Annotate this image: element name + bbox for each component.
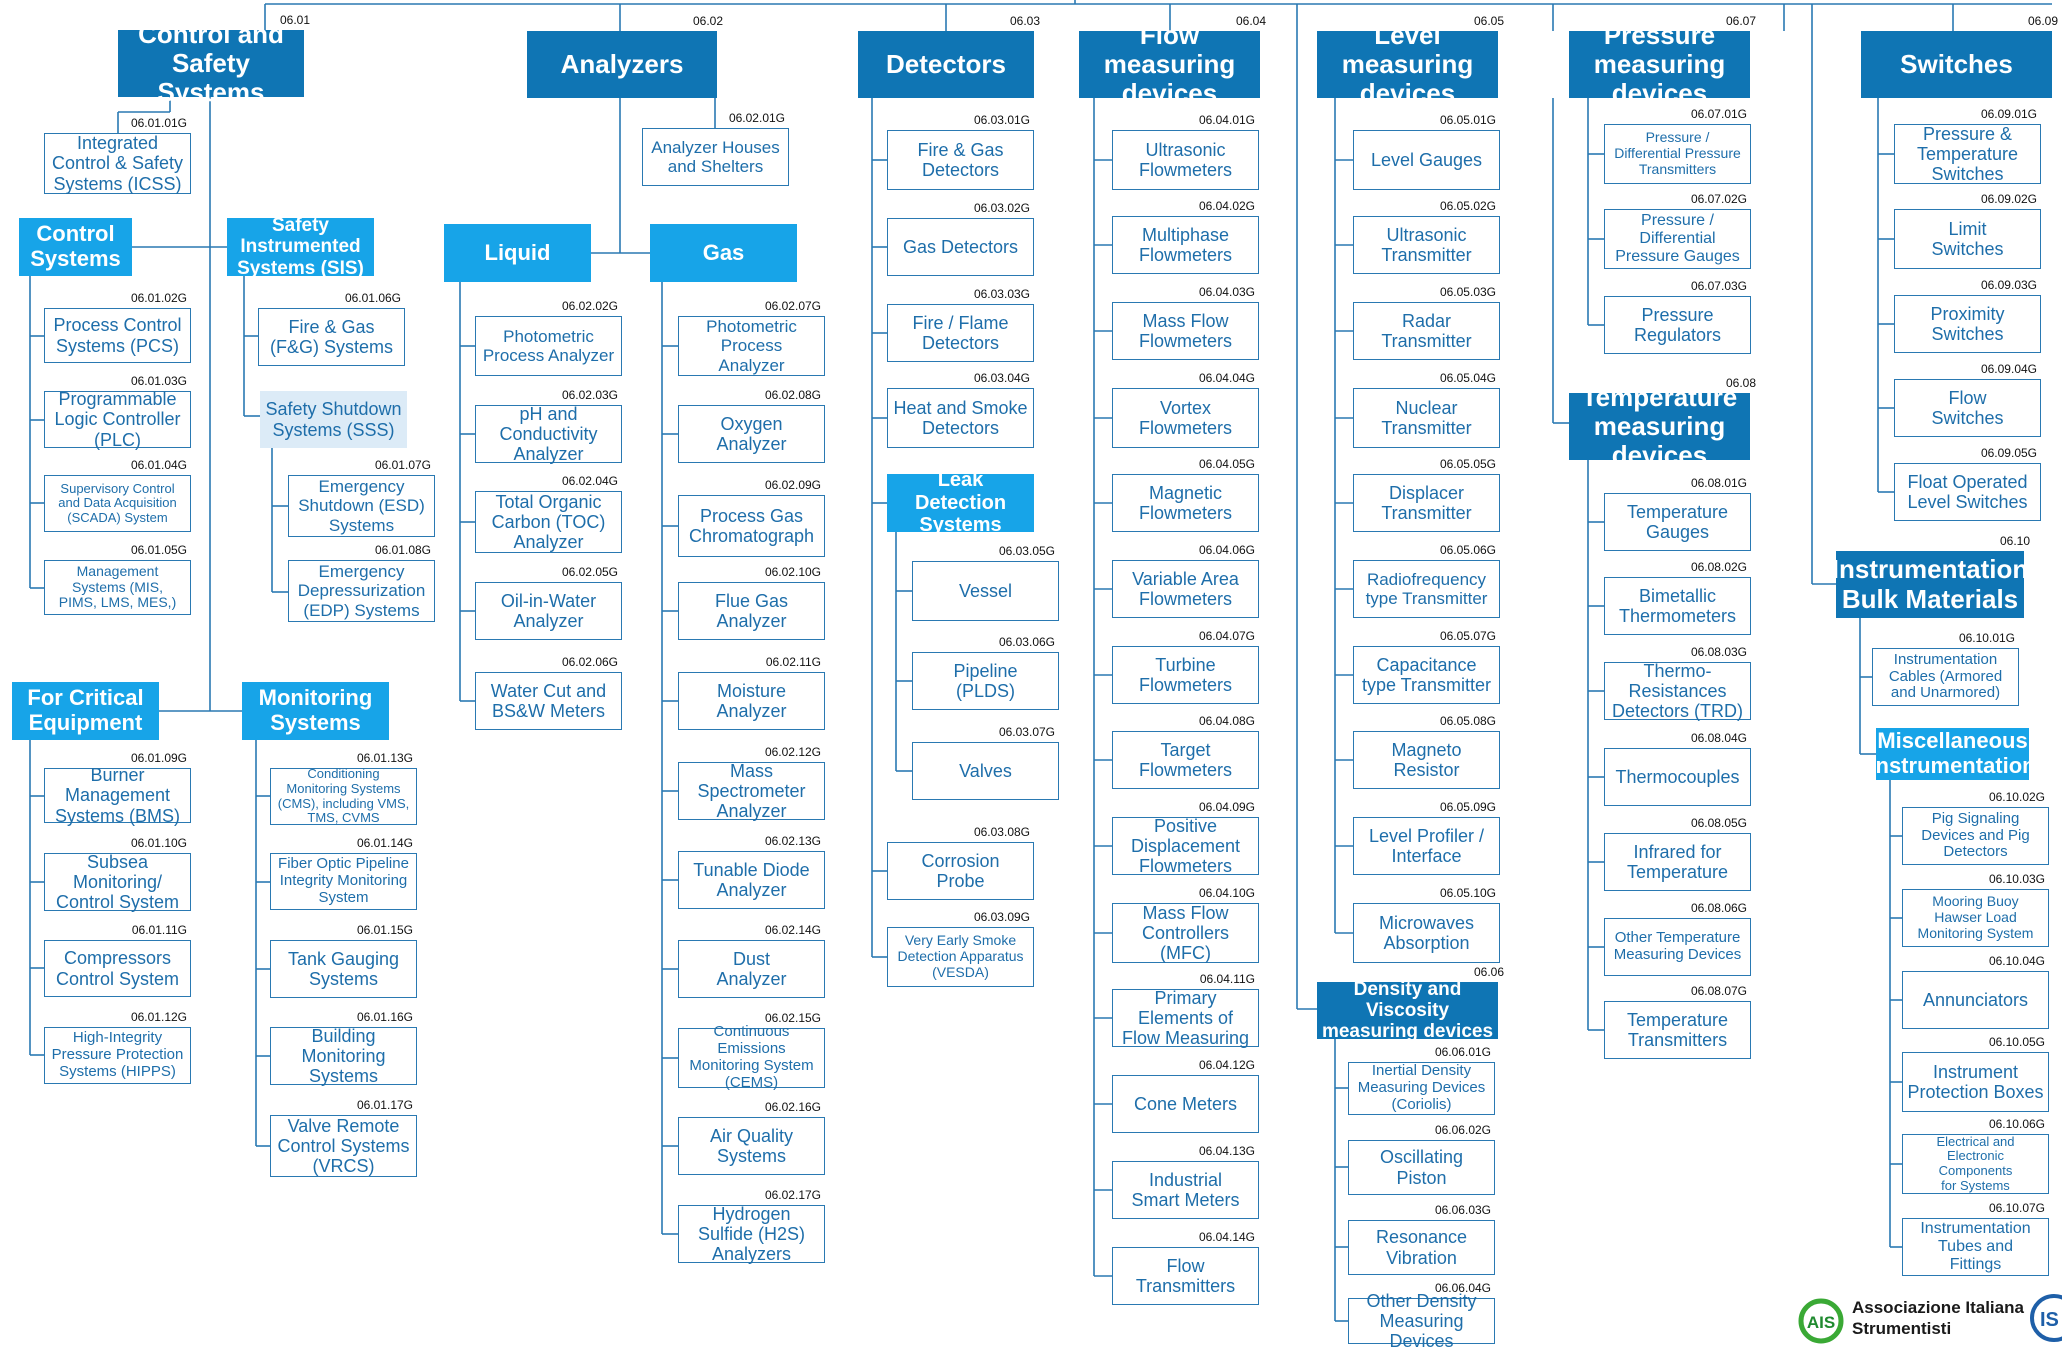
node-code: 06.04.14G [1198,1230,1255,1244]
node-n060603: Resonance Vibration [1348,1220,1495,1275]
node-n0603: Detectors [858,31,1034,98]
node-code: 06.02.02G [561,299,618,313]
node-code: 06.10.05G [1988,1035,2045,1049]
node-code: 06.10.04G [1988,954,2045,968]
node-n060107: Emergency Shutdown (ESD) Systems [288,475,435,537]
node-code: 06.04.12G [1198,1058,1255,1072]
node-code: 06.08 [1725,376,1756,390]
node-code: 06.04.09G [1198,800,1255,814]
node-n060701: Pressure / Differential Pressure Transmitters [1604,124,1751,184]
node-nliq: Liquid [444,224,591,282]
node-n060203: pH and Conductivity Analyzer [475,405,622,463]
node-n060411: Primary Elements of Flow Measuring [1112,989,1259,1047]
node-code: 06.06.01G [1434,1045,1491,1059]
node-n060114: Fiber Optic Pipeline Integrity Monitoring System [270,853,417,910]
node-code: 06.01.10G [130,836,187,850]
node-code: 06.03.01G [973,113,1030,127]
node-code: 06.01.03G [130,374,187,388]
node-n061002: Pig Signaling Devices and Pig Detectors [1902,807,2049,865]
node-n060109: Burner Management Systems (BMS) [44,768,191,823]
node-code: 06.05.10G [1439,886,1496,900]
node-n060903: Proximity Switches [1894,295,2041,353]
node-nfce: For Critical Equipment [12,682,159,740]
node-n060506: Radiofrequency type Transmitter [1353,560,1500,618]
node-n060404: Vortex Flowmeters [1112,388,1259,448]
node-n060303: Fire / Flame Detectors [887,304,1034,362]
node-n060305: Vessel [912,561,1059,621]
node-code: 06.01.17G [356,1098,413,1112]
node-n060214: Dust Analyzer [678,940,825,998]
node-n0608: Temperature measuring devices [1569,393,1750,460]
node-code: 06.02.17G [764,1188,821,1202]
node-code: 06.01.11G [131,923,187,937]
node-n060405: Magnetic Flowmeters [1112,474,1259,532]
node-code: 06.03.03G [973,287,1030,301]
node-n060501: Level Gauges [1353,130,1500,190]
node-n060414: Flow Transmitters [1112,1247,1259,1305]
node-code: 06.03.07G [998,725,1055,739]
node-n060412: Cone Meters [1112,1075,1259,1133]
node-n060509: Level Profiler / Interface [1353,817,1500,875]
node-code: 06.02.01G [728,111,785,125]
node-code: 06.05.06G [1439,543,1496,557]
node-n060103: Programmable Logic Controller (PLC) [44,391,191,448]
node-n060406: Variable Area Flowmeters [1112,560,1259,618]
node-n060901: Pressure & Temperature Switches [1894,124,2041,184]
node-n060807: Temperature Transmitters [1604,1001,1751,1059]
node-code: 06.01.08G [374,543,431,557]
node-n060206: Water Cut and BS&W Meters [475,672,622,730]
node-code: 06.02.08G [764,388,821,402]
node-n060510: Microwaves Absorption [1353,903,1500,963]
node-code: 06.03.06G [998,635,1055,649]
node-n060408: Target Flowmeters [1112,731,1259,789]
node-code: 06.10.06G [1988,1117,2045,1131]
node-n060805: Infrared for Temperature [1604,833,1751,891]
node-code: 06.09.01G [1980,107,2037,121]
node-n060508: Magneto Resistor [1353,731,1500,789]
node-n060208: Oxygen Analyzer [678,405,825,463]
node-code: 06.03.02G [973,201,1030,215]
node-n060210: Flue Gas Analyzer [678,582,825,640]
node-n060403: Mass Flow Flowmeters [1112,302,1259,360]
node-code: 06.05 [1473,14,1504,28]
node-code: 06.02.05G [561,565,618,579]
node-code: 06.09 [2027,14,2058,28]
node-code: 06.04.05G [1198,457,1255,471]
ais-logo-text: Associazione Italiana Strumentisti [1852,1298,2024,1338]
node-nsss: Safety Shutdown Systems (SSS) [260,391,407,448]
node-n060802: Bimetallic Thermometers [1604,577,1751,635]
isa-logo-text: IS [2040,1309,2059,1331]
node-n0601: Control and Safety Systems [118,30,304,97]
node-n0607: Pressure measuring devices [1569,31,1750,98]
node-code: 06.10.01G [1958,631,2015,645]
node-n0604: Flow measuring devices [1079,31,1260,98]
isa-logo [2026,1294,2062,1342]
node-n060104: Supervisory Control and Data Acquisition (SCADA) System [44,475,191,532]
node-code: 06.04.01G [1198,113,1255,127]
node-code: 06.04.08G [1198,714,1255,728]
node-n060703: Pressure Regulators [1604,296,1751,354]
node-n060803: Thermo- Resistances Detectors (TRD) [1604,662,1751,720]
node-code: 06.08.01G [1690,476,1747,490]
node-code: 06.01.16G [356,1010,413,1024]
node-code: 06.05.05G [1439,457,1496,471]
node-code: 06.08.06G [1690,901,1747,915]
node-code: 06.04.03G [1198,285,1255,299]
node-code: 06.01.13G [356,751,413,765]
node-code: 06.08.05G [1690,816,1747,830]
node-n060302: Gas Detectors [887,218,1034,276]
node-n060110: Subsea Monitoring/ Control System [44,853,191,911]
node-n060602: Oscillating Piston [1348,1140,1495,1195]
node-n060306: Pipeline (PLDS) [912,652,1059,710]
node-code: 06.06 [1473,965,1504,979]
node-n060702: Pressure / Differential Pressure Gauges [1604,209,1751,269]
node-n061006: Electrical and Electronic Components for Systems [1902,1134,2049,1194]
node-code: 06.04.13G [1198,1144,1255,1158]
node-n060106: Fire & Gas (F&G) Systems [258,308,405,366]
node-n060504: Nuclear Transmitter [1353,388,1500,448]
node-n060117: Valve Remote Control Systems (VRCS) [270,1115,417,1177]
node-n060806: Other Temperature Measuring Devices [1604,918,1751,976]
node-code: 06.07.03G [1690,279,1747,293]
node-n061001: Instrumentation Cables (Armored and Unarmored) [1872,648,2019,706]
node-n060904: Flow Switches [1894,379,2041,437]
node-n060101: Integrated Control & Safety Systems (ICSS) [44,133,191,194]
node-code: 06.09.03G [1980,278,2037,292]
node-n060205: Oil-in-Water Analyzer [475,582,622,640]
node-n060105: Management Systems (MIS, PIMS, LMS, MES,) [44,560,191,615]
node-n060207: Photometric Process Analyzer [678,316,825,376]
node-code: 06.02.06G [561,655,618,669]
node-code: 06.02 [692,14,723,28]
node-code: 06.09.05G [1980,446,2037,460]
node-n060402: Multiphase Flowmeters [1112,216,1259,274]
node-code: 06.02.04G [561,474,618,488]
node-code: 06.08.02G [1690,560,1747,574]
node-n060308: Corrosion Probe [887,842,1034,900]
node-code: 06.05.09G [1439,800,1496,814]
node-n060217: Hydrogen Sulfide (H2S) Analyzers [678,1205,825,1263]
node-code: 06.03.09G [973,910,1030,924]
node-n061004: Annunciators [1902,971,2049,1029]
node-n060902: Limit Switches [1894,209,2041,269]
node-n060216: Air Quality Systems [678,1117,825,1175]
node-n061003: Mooring Buoy Hawser Load Monitoring System [1902,889,2049,947]
node-code: 06.01.04G [130,458,187,472]
node-n060507: Capacitance type Transmitter [1353,646,1500,704]
node-n0605: Level measuring devices [1317,31,1498,98]
node-ncs: Control Systems [19,218,132,276]
node-code: 06.01.14G [356,836,413,850]
node-n060413: Industrial Smart Meters [1112,1161,1259,1219]
node-code: 06.02.07G [764,299,821,313]
node-code: 06.01.02G [130,291,187,305]
node-code: 06.04 [1235,14,1266,28]
node-code: 06.02.03G [561,388,618,402]
node-code: 06.03 [1009,14,1040,28]
node-n060211: Moisture Analyzer [678,672,825,730]
node-n060209: Process Gas Chromatograph [678,495,825,557]
node-n060102: Process Control Systems (PCS) [44,308,191,363]
node-code: 06.02.10G [764,565,821,579]
node-code: 06.06.02G [1434,1123,1491,1137]
node-n060108: Emergency Depressurization (EDP) Systems [288,560,435,622]
node-n060505: Displacer Transmitter [1353,474,1500,532]
node-code: 06.08.03G [1690,645,1747,659]
node-n0609: Switches [1861,31,2052,98]
node-code: 06.10.07G [1988,1201,2045,1215]
node-n060309: Very Early Smoke Detection Apparatus (VESDA) [887,927,1034,987]
node-code: 06.02.12G [764,745,821,759]
node-nmisc: Miscellaneous Instrumentation [1869,728,2036,778]
node-code: 06.05.08G [1439,714,1496,728]
node-n060204: Total Organic Carbon (TOC) Analyzer [475,491,622,553]
node-n060202: Photometric Process Analyzer [475,316,622,376]
node-code: 06.09.04G [1980,362,2037,376]
node-n060905: Float Operated Level Switches [1894,463,2041,521]
node-code: 06.01.09G [130,751,187,765]
node-code: 06.01 [279,13,310,27]
node-n060604: Other Density Measuring Devices [1348,1298,1495,1344]
node-n0610: Instrumentation Bulk Materials [1836,551,2024,618]
node-n0606: Density and Viscosity measuring devices [1317,982,1498,1039]
node-code: 06.10.03G [1988,872,2045,886]
node-n061007: Instrumentation Tubes and Fittings [1902,1218,2049,1276]
node-code: 06.02.09G [764,478,821,492]
node-code: 06.01.01G [130,116,187,130]
node-code: 06.01.06G [344,291,401,305]
node-n060410: Mass Flow Controllers (MFC) [1112,903,1259,963]
node-n060503: Radar Transmitter [1353,302,1500,360]
node-code: 06.10 [1999,534,2030,548]
node-code: 06.08.04G [1690,731,1747,745]
node-code: 06.02.16G [764,1100,821,1114]
node-n061005: Instrument Protection Boxes [1902,1052,2049,1112]
node-code: 06.05.03G [1439,285,1496,299]
node-ngas: Gas [650,224,797,282]
node-code: 06.06.03G [1434,1203,1491,1217]
node-n060113: Conditioning Monitoring Systems (CMS), including VMS, TMS, CVMS [270,768,417,825]
node-n060804: Thermocouples [1604,748,1751,806]
node-code: 06.03.05G [998,544,1055,558]
node-code: 06.08.07G [1690,984,1747,998]
node-n060407: Turbine Flowmeters [1112,646,1259,704]
node-n060115: Tank Gauging Systems [270,940,417,998]
node-code: 06.04.11G [1199,972,1255,986]
node-code: 06.09.02G [1980,192,2037,206]
node-n060601: Inertial Density Measuring Devices (Coriolis) [1348,1062,1495,1115]
node-code: 06.03.08G [973,825,1030,839]
node-code: 06.07.01G [1690,107,1747,121]
node-code: 06.01.12G [130,1010,187,1024]
node-code: 06.07 [1725,14,1756,28]
node-n060401: Ultrasonic Flowmeters [1112,130,1259,190]
node-n060201: Analyzer Houses and Shelters [642,128,789,186]
ais-logo-mark [1796,1298,1846,1344]
node-code: 06.02.15G [764,1011,821,1025]
ais-logo [1790,1290,2062,1344]
node-code: 06.05.01G [1439,113,1496,127]
node-code: 06.04.10G [1198,886,1255,900]
node-n060112: High-Integrity Pressure Protection Systems (HIPPS) [44,1027,191,1084]
node-code: 06.05.07G [1439,629,1496,643]
node-n060215: Continuous Emissions Monitoring System (CEMS) [678,1028,825,1088]
node-code: 06.05.02G [1439,199,1496,213]
node-code: 06.02.13G [764,834,821,848]
node-code: 06.05.04G [1439,371,1496,385]
node-nsis: Safety Instrumented Systems (SIS) [227,218,374,276]
node-n060116: Building Monitoring Systems [270,1027,417,1085]
ais-logo-mark-text: AIS [1806,1313,1836,1332]
node-code: 06.04.06G [1198,543,1255,557]
node-n060304: Heat and Smoke Detectors [887,388,1034,448]
node-code: 06.02.14G [764,923,821,937]
node-n060502: Ultrasonic Transmitter [1353,216,1500,274]
node-n060213: Tunable Diode Analyzer [678,851,825,909]
node-code: 06.03.04G [973,371,1030,385]
node-code: 06.04.07G [1198,629,1255,643]
node-n060307: Valves [912,742,1059,800]
node-n060801: Temperature Gauges [1604,493,1751,551]
node-code: 06.01.15G [356,923,413,937]
node-nleak: Leak Detection Systems [887,474,1034,532]
node-code: 06.01.07G [374,458,431,472]
node-n060111: Compressors Control System [44,940,191,997]
node-code: 06.02.11G [765,655,821,669]
node-n060409: Positive Displacement Flowmeters [1112,817,1259,875]
node-code: 06.04.04G [1198,371,1255,385]
node-code: 06.01.05G [130,543,187,557]
node-nmon: Monitoring Systems [242,682,389,740]
node-n0602: Analyzers [527,31,717,98]
node-code: 06.06.04G [1434,1281,1491,1295]
node-n060301: Fire & Gas Detectors [887,130,1034,190]
node-code: 06.07.02G [1690,192,1747,206]
node-n060212: Mass Spectrometer Analyzer [678,762,825,820]
node-code: 06.10.02G [1988,790,2045,804]
node-code: 06.04.02G [1198,199,1255,213]
